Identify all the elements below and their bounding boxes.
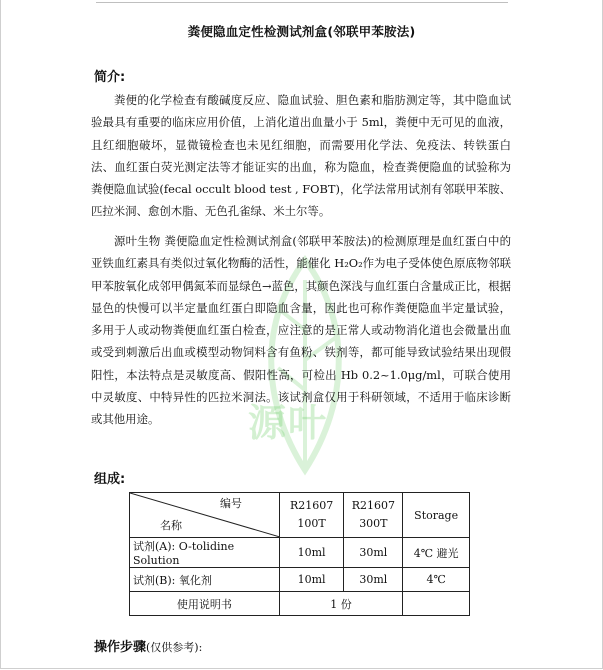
manual-label: 使用说明书 (130, 592, 280, 616)
composition-table (129, 492, 470, 616)
table-row (130, 568, 470, 592)
intro-paragraph-1: 粪便的化学检查有酸碱度反应、隐血试验、胆色素和脂肪测定等，其中隐血试验最具有重要的临床应用价值，上消化道出血量小于 5ml，粪便中无可见的血液，且红细胞破坏，显微镜检查也未见红细胞，而需要用化学法、免疫法、转铁蛋白法、血红蛋白荧光测定法等才能证实的出血，称为隐血，检查粪便隐血的试验称为粪便隐血试验(fecal occult blood test , FOBT)，化学法常用试剂有邻联甲苯胺、匹拉米洞、愈创木脂、无色孔雀绿、米土尔等。 (91, 93, 511, 219)
table-header-row (130, 493, 470, 538)
watermark-text: 源叶 (248, 401, 329, 445)
page-title: 粪便隐血定性检测试剂盒(邻联甲苯胺法) (187, 24, 416, 39)
composition-heading: 组成: (94, 472, 126, 487)
col-300t-code: R21607 (351, 499, 395, 512)
reagent-a-storage: 4℃ 避光 (403, 538, 470, 568)
manual-empty (403, 592, 470, 616)
reagent-a-100t: 10ml (279, 538, 344, 568)
col-100t-size: 100T (297, 517, 326, 530)
header-diagonal-cell (130, 493, 280, 538)
table-row (130, 538, 470, 568)
header-name-label: 名称 (160, 519, 182, 532)
procedure-note: (仅供参考): (146, 641, 203, 654)
reagent-b-name: 试剂(B): 氧化剂 (130, 568, 280, 592)
header-storage: Storage (403, 493, 470, 538)
procedure-title: 操作步骤 (94, 640, 147, 655)
procedure-heading (94, 636, 202, 655)
reagent-b-100t: 10ml (279, 568, 344, 592)
header-col-300t (344, 493, 403, 538)
manual-qty: 1 份 (279, 592, 403, 616)
reagent-a-300t: 30ml (344, 538, 403, 568)
header-col-100t (279, 493, 344, 538)
top-divider (96, 2, 508, 3)
table-row (130, 592, 470, 616)
intro-paragraph-2: 源叶生物 粪便隐血定性检测试剂盒(邻联甲苯胺法)的检测原理是血红蛋白中的亚铁血红素具有类似过氧化物酶的活性，能催化 H₂O₂作为电子受体使色原底物邻联甲苯胺氧化成邻甲偶氮苯而显绿色→蓝色，其颜色深浅与血红蛋白含量成正比，根据显色的快慢可以半定量血红蛋白即隐血含量，因此也可称作粪便隐血半定量试验，多用于人或动物粪便血红蛋白检查，应注意的是正常人或动物消化道也会微量出血或受到刺激后出血或模型动物饲料含有鱼粉、铁剂等，都可能导致试验结果出现假阳性，本法特点是灵敏度高、假阳性高，可检出 Hb 0.2~1.0μg/ml，可联合使用中灵敏度、中特异性的匹拉米洞法。该试剂盒仅用于科研领域，不适用于临床诊断或其他用途。 (91, 234, 511, 427)
col-300t-size: 300T (359, 517, 388, 530)
header-number-label: 编号 (220, 497, 242, 510)
reagent-b-storage: 4℃ (403, 568, 470, 592)
col-100t-code: R21607 (289, 499, 334, 512)
reagent-b-300t: 30ml (344, 568, 403, 592)
reagent-a-name: 试剂(A): O-tolidine Solution (130, 538, 280, 568)
diagonal-line (130, 493, 280, 537)
intro-heading: 简介: (94, 70, 126, 85)
